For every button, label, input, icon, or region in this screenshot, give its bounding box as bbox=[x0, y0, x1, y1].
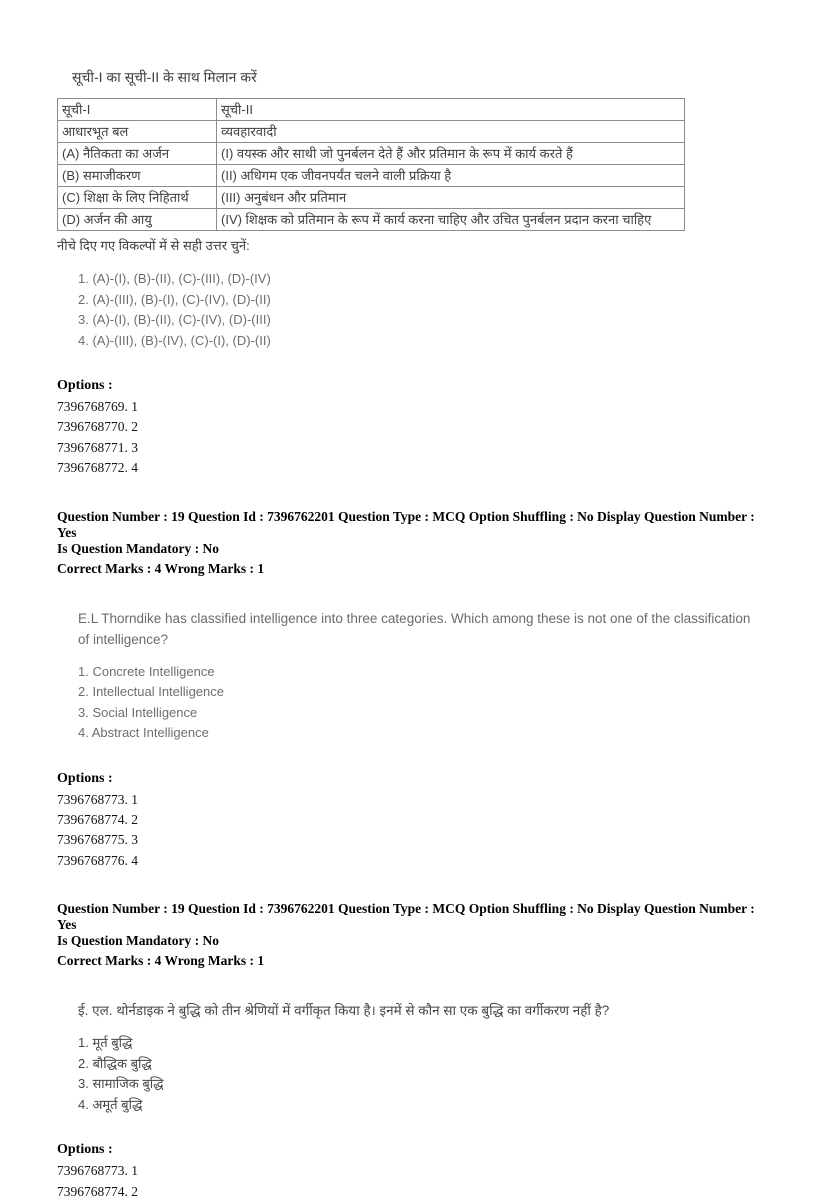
option-id-item: 7396768772. 4 bbox=[57, 460, 138, 476]
choice-item: 4. Abstract Intelligence bbox=[78, 725, 209, 741]
option-id-item: 7396768769. 1 bbox=[57, 399, 138, 414]
table-cell-list2-header: सूची-II bbox=[217, 99, 685, 121]
meta-line: Is Question Mandatory : No bbox=[57, 540, 220, 556]
table-cell: (B) समाजीकरण bbox=[58, 165, 217, 187]
table-cell: (A) नैतिकता का अर्जन bbox=[58, 143, 217, 165]
answer-prompt: नीचे दिए गए विकल्पों में से सही उत्तर चुनें: bbox=[57, 238, 250, 253]
english-question-text: E.L Thorndike has classified intelligence into three categories. Which among these is not one of the classification of intelligence? bbox=[78, 610, 751, 647]
option-id-item: 7396768773. 1 bbox=[57, 791, 138, 807]
option-id-list bbox=[57, 1161, 776, 1202]
option-id-list bbox=[57, 397, 776, 479]
table-row bbox=[58, 99, 685, 121]
hindi-question-text: ई. एल. थोर्नडाइक ने बुद्धि को तीन श्रेणियों में वर्गीकृत किया है। इनमें से कौन सा एक बुद्धि का वर्गीकरण नहीं है? bbox=[78, 1003, 610, 1019]
meta-marks-line: Correct Marks : 4 Wrong Marks : 1 bbox=[57, 953, 265, 969]
choice-item: 2. (A)-(III), (B)-(I), (C)-(IV), (D)-(II) bbox=[78, 291, 271, 307]
choice-item: 4. (A)-(III), (B)-(IV), (C)-(I), (D)-(II) bbox=[78, 332, 271, 348]
table-cell: आधारभूत बल bbox=[58, 121, 217, 143]
table-row bbox=[58, 165, 685, 187]
meta-marks-line: Correct Marks : 4 Wrong Marks : 1 bbox=[57, 560, 265, 576]
choice-item: 2. Intellectual Intelligence bbox=[78, 684, 224, 700]
english-question-section bbox=[57, 608, 776, 872]
choice-item: 4. अमूर्त बुद्धि bbox=[78, 1096, 143, 1112]
option-id-item: 7396768770. 2 bbox=[57, 419, 138, 435]
choice-item: 3. सामाजिक बुद्धि bbox=[78, 1076, 164, 1092]
table-cell-list1-header: सूची-I bbox=[58, 99, 217, 121]
table-cell: (III) अनुबंधन और प्रतिमान bbox=[217, 187, 685, 209]
match-table bbox=[57, 98, 685, 231]
table-cell: (C) शिक्षा के लिए निहितार्थ bbox=[58, 187, 217, 209]
table-row bbox=[58, 187, 685, 209]
choice-item: 3. Social Intelligence bbox=[78, 704, 198, 720]
match-question-heading: सूची-I का सूची-II के साथ मिलान करें bbox=[72, 69, 257, 85]
option-id-item: 7396768771. 3 bbox=[57, 439, 138, 455]
choice-item: 1. मूर्त बुद्धि bbox=[78, 1035, 133, 1051]
hindi-question-section bbox=[57, 1000, 776, 1202]
option-id-item: 7396768776. 4 bbox=[57, 852, 138, 868]
hindi-choice-list bbox=[78, 1033, 776, 1115]
english-choice-list bbox=[78, 662, 776, 744]
meta-line: Question Number : 19 Question Id : 7396762201 Question Type : MCQ Option Shuffling : No Display Question Number : Yes bbox=[57, 508, 755, 540]
options-label: Options : bbox=[57, 770, 113, 786]
choice-item: 2. बौद्धिक बुद्धि bbox=[78, 1055, 152, 1071]
options-label: Options : bbox=[57, 378, 113, 393]
match-choice-list bbox=[78, 269, 776, 351]
option-id-item: 7396768774. 2 bbox=[57, 812, 138, 828]
choice-item: 3. (A)-(I), (B)-(II), (C)-(IV), (D)-(III) bbox=[78, 312, 271, 327]
table-cell: (I) वयस्क और साथी जो पुनर्बलन देते हैं और प्रतिमान के रूप में कार्य करते हैं bbox=[217, 143, 685, 165]
option-id-item: 7396768773. 1 bbox=[57, 1163, 138, 1179]
option-id-item: 7396768775. 3 bbox=[57, 832, 138, 848]
table-cell: व्यवहारवादी bbox=[217, 121, 685, 143]
meta-line: Is Question Mandatory : No bbox=[57, 933, 220, 949]
table-row bbox=[58, 121, 685, 143]
table-row bbox=[58, 209, 685, 231]
choice-item: 1. Concrete Intelligence bbox=[78, 663, 215, 679]
choice-item: 1. (A)-(I), (B)-(II), (C)-(III), (D)-(IV) bbox=[78, 271, 271, 286]
meta-line: Question Number : 19 Question Id : 7396762201 Question Type : MCQ Option Shuffling : No Display Question Number : Yes bbox=[57, 901, 755, 933]
options-label: Options : bbox=[57, 1142, 113, 1158]
match-question-section bbox=[57, 68, 776, 479]
table-cell: (D) अर्जन की आयु bbox=[58, 209, 217, 231]
table-row bbox=[58, 143, 685, 165]
table-cell: (II) अधिगम एक जीवनपर्यंत चलने वाली प्रक्रिया है bbox=[217, 165, 685, 187]
question-meta-block bbox=[57, 509, 776, 577]
question-meta-block bbox=[57, 901, 776, 969]
option-id-list bbox=[57, 790, 776, 872]
option-id-item: 7396768774. 2 bbox=[57, 1183, 138, 1199]
table-cell: (IV) शिक्षक को प्रतिमान के रूप में कार्य करना चाहिए और उचित पुनर्बलन प्रदान करना चाहिए bbox=[217, 209, 685, 231]
